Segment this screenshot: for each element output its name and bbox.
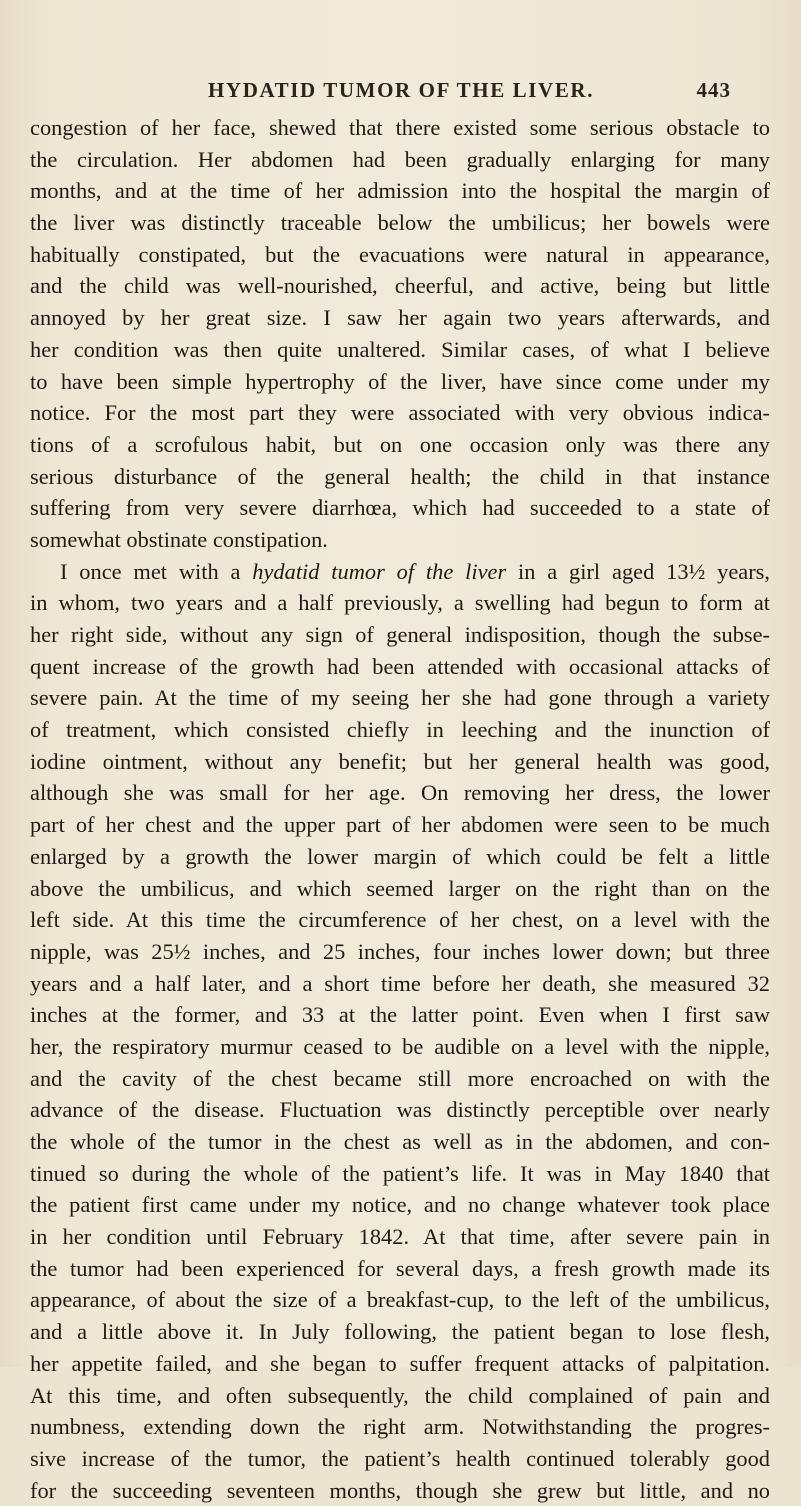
text-line: part of her chest and the upper part of her abdomen were seen to be much xyxy=(30,812,770,838)
text-line: numbness, extending down the right arm. Notwithstanding the progres- xyxy=(30,1414,770,1440)
text-line: iodine ointment, without any benefit; but her general health was good, xyxy=(30,748,770,774)
text-line: sive increase of the tumor, the patient’s health continued tolerably good xyxy=(30,1445,770,1471)
text-line: and the cavity of the chest became still more encroached on with the xyxy=(30,1065,770,1091)
text-line: to have been simple hypertrophy of the liver, have since come under my xyxy=(30,368,770,394)
text-line: annoyed by her great size. I saw her again two years afterwards, and xyxy=(30,305,770,331)
text-line: left side. At this time the circumference of her chest, on a level with the xyxy=(30,907,770,933)
text-line: congestion of her face, shewed that there existed some serious obstacle to xyxy=(30,115,770,140)
text-line: somewhat obstinate constipation. xyxy=(30,526,328,552)
text-line: the liver was distinctly traceable below the umbilicus; her bowels were xyxy=(30,210,770,236)
text-line: I once met with a hydatid tumor of the liver in a girl aged 13½ years, xyxy=(60,558,770,584)
text-line: months, and at the time of her admission into the hospital the margin of xyxy=(30,178,770,204)
text-line: tinued so during the whole of the patient’s life. It was in May 1840 that xyxy=(30,1160,770,1186)
text-line: her, the respiratory murmur ceased to be audible on a level with the nipple, xyxy=(30,1033,770,1059)
text-line: notice. For the most part they were associated with very obvious indica- xyxy=(30,400,770,426)
text-line: and the child was well-nourished, cheerful, and active, being but little xyxy=(30,273,770,299)
text-line: of treatment, which consisted chiefly in leeching and the inunction of xyxy=(30,717,770,743)
text-line: appearance, of about the size of a breakfast-cup, to the left of the umbilicus, xyxy=(30,1287,770,1313)
text-line: in whom, two years and a half previously, a swelling had begun to form at xyxy=(30,590,770,616)
text-line: her appetite failed, and she began to suffer frequent attacks of palpitation. xyxy=(30,1350,770,1376)
text-line: the circulation. Her abdomen had been gradually enlarging for many xyxy=(30,146,770,172)
text-line: above the umbilicus, and which seemed larger on the right than on the xyxy=(30,875,770,901)
text-line: her condition was then quite unaltered. Similar cases, of what I believe xyxy=(30,336,770,362)
text-line: the whole of the tumor in the chest as well as in the abdomen, and con- xyxy=(30,1129,770,1154)
text-line: her right side, without any sign of general indisposition, though the subse- xyxy=(30,622,770,647)
text-line: the tumor had been experienced for several days, a fresh growth made its xyxy=(30,1255,770,1281)
text-line: serious disturbance of the general health; the child in that instance xyxy=(30,463,770,489)
running-head xyxy=(0,78,801,108)
text-line: in her condition until February 1842. At that time, after severe pain in xyxy=(30,1224,770,1250)
text-line: although she was small for her age. On removing her dress, the lower xyxy=(30,780,770,806)
text-line: inches at the former, and 33 at the latter point. Even when I first saw xyxy=(30,1002,770,1028)
text-line: and a little above it. In July following, the patient began to lose flesh, xyxy=(30,1319,770,1345)
text-line: for the succeeding seventeen months, though she grew but little, and no xyxy=(30,1477,770,1503)
text-line: years and a half later, and a short time before her death, she measured 32 xyxy=(30,970,770,996)
running-head-title: HYDATID TUMOR OF THE LIVER. xyxy=(208,78,595,102)
body-text xyxy=(30,112,770,1506)
text-line: severe pain. At the time of my seeing her she had gone through a variety xyxy=(30,685,770,711)
text-line: habitually constipated, but the evacuations were natural in appearance, xyxy=(30,241,770,267)
text-line: tions of a scrofulous habit, but on one occasion only was there any xyxy=(30,431,770,457)
page-number: 443 xyxy=(696,78,731,102)
emphasis-text: hydatid tumor of the liver xyxy=(252,558,507,584)
text-line: enlarged by a growth the lower margin of which could be felt a little xyxy=(30,843,770,869)
text-line: advance of the disease. Fluctuation was distinctly perceptible over nearly xyxy=(30,1097,770,1123)
text-line: At this time, and often subsequently, the child complained of pain and xyxy=(30,1382,770,1408)
text-line: nipple, was 25½ inches, and 25 inches, four inches lower down; but three xyxy=(30,938,770,964)
text-line: the patient first came under my notice, and no change whatever took place xyxy=(30,1192,770,1218)
text-line: suffering from very severe diarrhœa, which had succeeded to a state of xyxy=(30,495,770,521)
text-line: quent increase of the growth had been attended with occasional attacks of xyxy=(30,653,770,679)
